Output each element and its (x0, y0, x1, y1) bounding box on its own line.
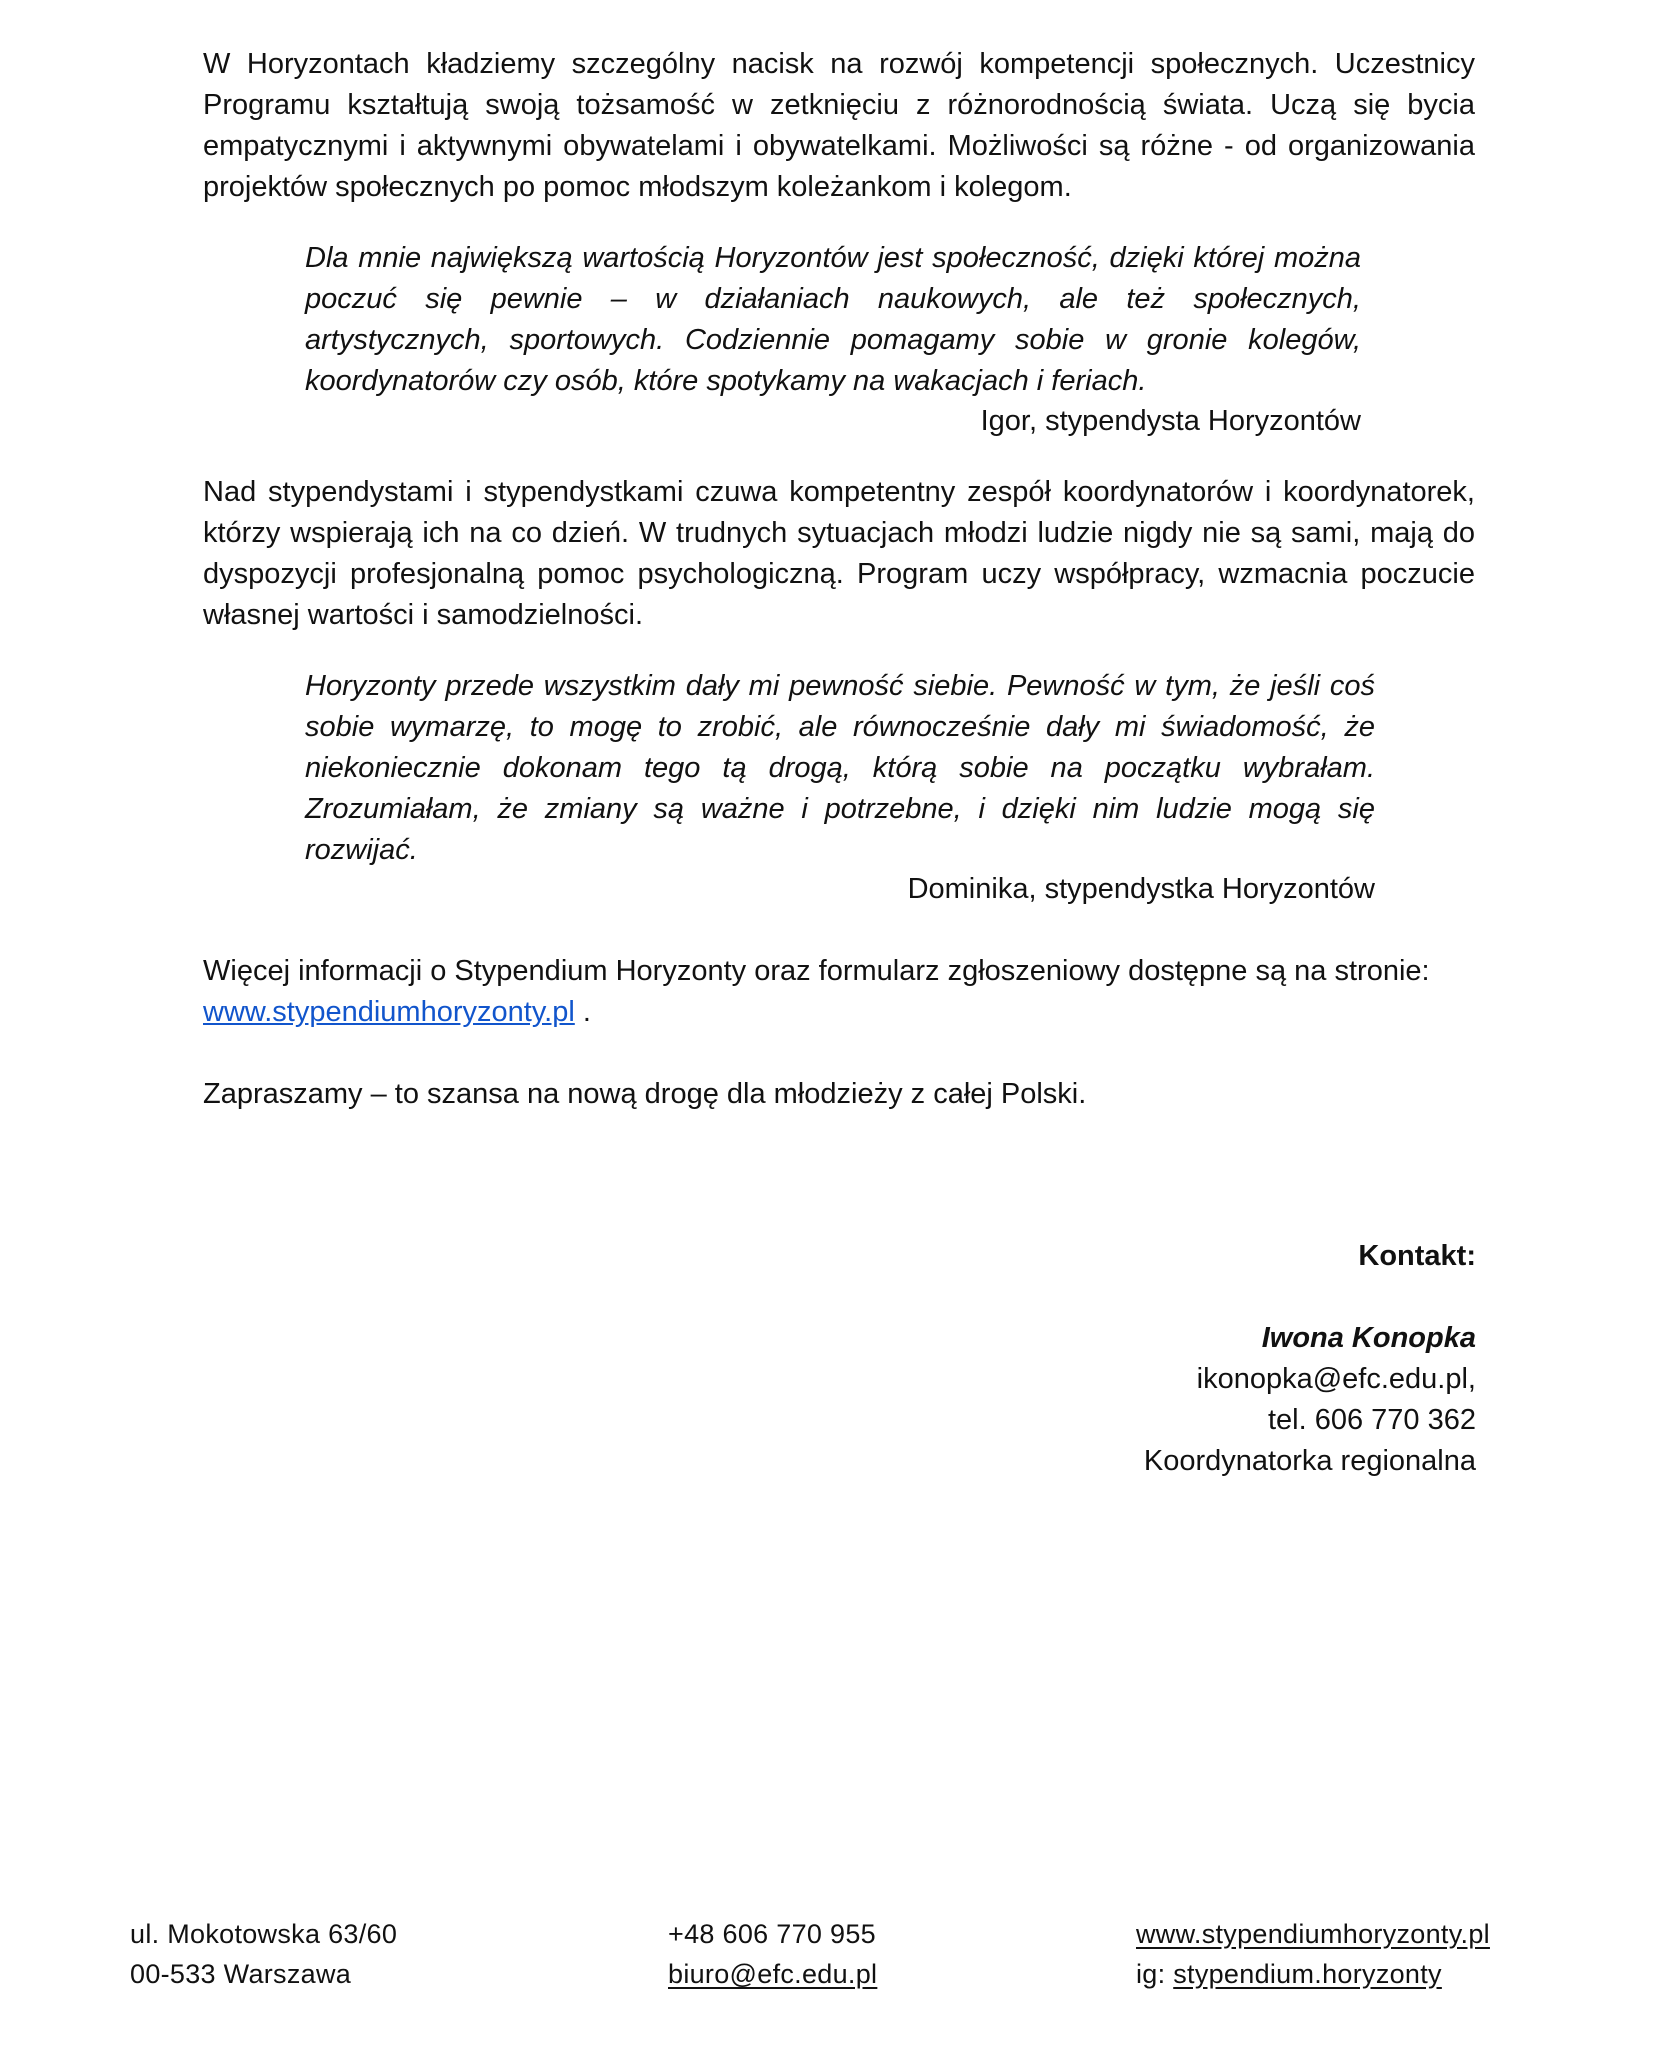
contact-heading: Kontakt: (1358, 1240, 1476, 1272)
footer-phone: +48 606 770 955 (668, 1919, 876, 1949)
contact-email: ikonopka@efc.edu.pl, (1196, 1363, 1476, 1395)
quote-author-igor: Igor, stypendysta Horyzontów (980, 405, 1361, 437)
contact-name: Iwona Konopka (1261, 1322, 1476, 1354)
more-info-period: . (574, 996, 591, 1028)
footer-address-city: 00-533 Warszawa (130, 1959, 352, 1989)
quote-dominika: Horyzonty przede wszystkim dały mi pewność siebie. Pewność w tym, że jeśli coś sobie wymarzę, to mogę to zrobić, ale równocześnie dały mi świadomość, że niekoniecznie dokonam tego tą drogą, którą sobie na początku wybrałam. Zrozumiałam, że zmiany są ważne i potrzebne, i dzięki nim ludzie mogą się rozwijać. (305, 670, 1375, 866)
quote-author-dominika: Dominika, stypendystka Horyzontów (907, 873, 1375, 905)
more-info-text: Więcej informacji o Stypendium Horyzonty oraz formularz zgłoszeniowy dostępne są na stronie: (203, 955, 1430, 987)
footer-instagram-link[interactable]: stypendium.horyzonty (1173, 1959, 1442, 1989)
contact-role: Koordynatorka regionalna (1143, 1445, 1476, 1477)
footer-address-street: ul. Mokotowska 63/60 (130, 1919, 398, 1949)
contact-phone: tel. 606 770 362 (1267, 1404, 1476, 1436)
footer-contact (668, 1914, 877, 1994)
footer-website-link[interactable]: www.stypendiumhoryzonty.pl (1136, 1919, 1490, 1949)
footer-web (1136, 1914, 1490, 1994)
paragraph-coordinators: Nad stypendystami i stypendystkami czuwa kompetentny zespół koordynatorów i koordynatorek, którzy wspierają ich na co dzień. W trudnych sytuacjach młodzi ludzie nigdy nie są sami, mają do dyspozycji profesjonalną pomoc psychologiczną. Program uczy współpracy, wzmacnia poczucie własnej wartości i samodzielności. (203, 476, 1475, 631)
paragraph-invitation: Zapraszamy – to szansa na nową drogę dla młodzieży z całej Polski. (203, 1078, 1087, 1110)
footer-instagram-prefix: ig: (1136, 1959, 1174, 1989)
footer-instagram (1136, 1954, 1490, 1994)
paragraph-social-competences: W Horyzontach kładziemy szczególny nacisk na rozwój kompetencji społecznych. Uczestnicy Programu kształtują swoją tożsamość w zetknięciu z różnorodnością świata. Uczą się bycia empatycznymi i aktywnymi obywatelami i obywatelkami. Możliwości są różne - od organizowania projektów społecznych po pomoc młodszym koleżankom i kolegom. (203, 48, 1475, 203)
website-link[interactable]: www.stypendiumhoryzonty.pl (203, 996, 575, 1028)
footer-email-link[interactable]: biuro@efc.edu.pl (668, 1959, 878, 1989)
quote-igor: Dla mnie największą wartością Horyzontów jest społeczność, dzięki której można poczuć się pewnie – w działaniach naukowych, ale też społecznych, artystycznych, sportowych. Codziennie pomagamy sobie w gronie kolegów, koordynatorów czy osób, które spotykamy na wakacjach i feriach. (305, 242, 1361, 397)
paragraph-more-info (203, 951, 1443, 1033)
footer-address (130, 1914, 397, 1994)
